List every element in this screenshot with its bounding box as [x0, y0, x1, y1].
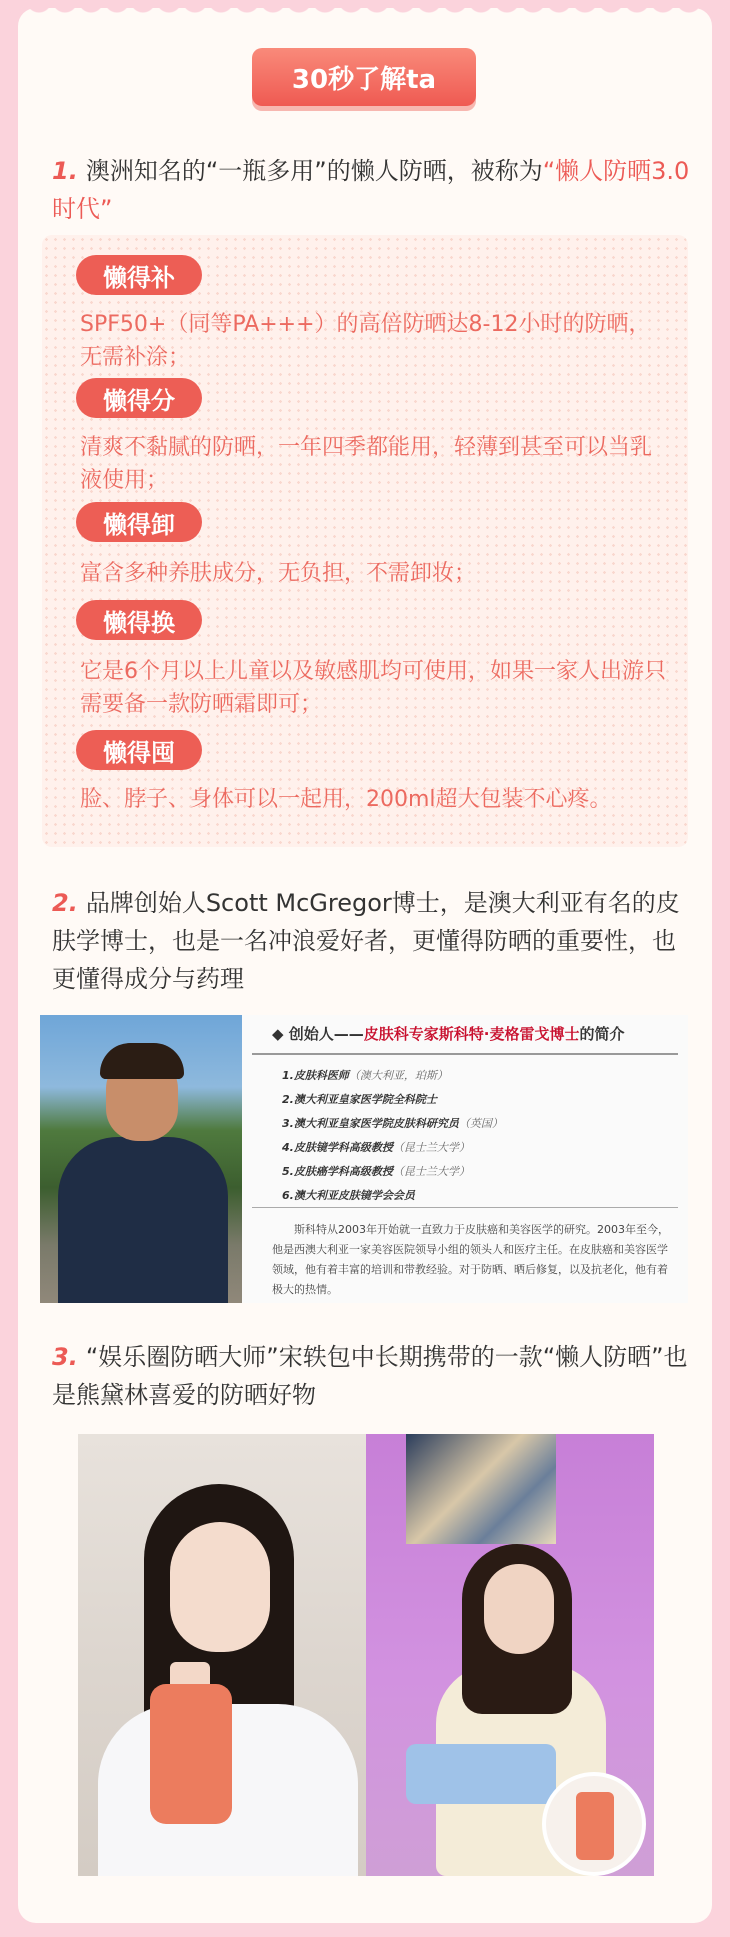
founder-image [40, 1015, 688, 1303]
divider [252, 1207, 678, 1208]
feature-desc: 富含多种养肤成分，无负担，不需卸妆； [80, 561, 477, 586]
face-shape [170, 1522, 270, 1652]
credential-main: 4.皮肤镜学科高级教授 [282, 1141, 393, 1154]
divider [252, 1053, 678, 1055]
section1-highlight: “懒人防晒3.0时代” [52, 157, 690, 223]
celebrity-image [78, 1434, 654, 1876]
credential-main: 1.皮肤科医师 [282, 1069, 349, 1082]
section2-number: 2. [52, 889, 78, 917]
section3-heading [52, 1338, 692, 1414]
face-shape [484, 1564, 554, 1654]
feature-label: 懒得换 [76, 600, 202, 640]
section2-heading [52, 884, 692, 998]
feature-label: 懒得补 [76, 255, 202, 295]
feature-desc: 清爽不黏腻的防晒，一年四季都能用，轻薄到甚至可以当乳液使用； [80, 435, 653, 493]
sunscreen-bottle [150, 1684, 232, 1824]
info-title-suffix: 的简介 [579, 1025, 625, 1043]
credential-sub: （英国） [458, 1117, 503, 1130]
painting-shape [406, 1434, 556, 1544]
founder-hair [100, 1043, 184, 1079]
section1-number: 1. [52, 157, 78, 185]
celebrity-photo-left [78, 1434, 366, 1876]
section3-text: “娱乐圈防晒大师”宋轶包中长期携带的一款“懒人防晒”也是熊黛林喜爱的防晒好物 [52, 1343, 688, 1409]
credential-item [282, 1091, 437, 1107]
credential-item [282, 1115, 503, 1131]
founder-body [58, 1137, 228, 1303]
section2-text: 品牌创始人Scott McGregor博士，是澳大利亚有名的皮肤学博士，也是一名冲浪爱好者，更懂得防晒的重要性，也更懂得成分与药理 [52, 889, 680, 993]
section1-heading [52, 152, 692, 228]
page-title: 30秒了解ta [252, 48, 476, 106]
founder-info-title [272, 1023, 624, 1044]
credential-sub: （昆士兰大学） [392, 1141, 470, 1154]
credential-main: 5.皮肤癌学科高级教授 [282, 1165, 393, 1178]
feature-label: 懒得卸 [76, 502, 202, 542]
credential-item [282, 1163, 470, 1179]
feature-label: 懒得囤 [76, 730, 202, 770]
feature-desc: 脸、脖子、身体可以一起用，200ml超大包装不心疼。 [80, 787, 612, 812]
feature-desc: 它是6个月以上儿童以及敏感肌均可使用，如果一家人出游只需要备一款防晒霜即可； [80, 659, 666, 717]
feature-desc: SPF50+（同等PA+++）的高倍防晒达8-12小时的防晒，无需补涂； [80, 312, 651, 370]
section1-text: 澳洲知名的“一瓶多用”的懒人防晒，被称为 [85, 157, 543, 185]
credential-item [282, 1067, 448, 1083]
info-title-prefix: ◆ 创始人—— [272, 1025, 364, 1043]
credential-sub: （澳大利亚，珀斯） [348, 1069, 448, 1082]
skirt-shape [406, 1744, 556, 1804]
credential-sub: （昆士兰大学） [392, 1165, 470, 1178]
credential-main: 6.澳大利亚皮肤镜学会会员 [282, 1189, 415, 1202]
founder-bio: 斯科特从2003年开始就一直致力于皮肤癌和美容医学的研究。2003年至今，他是西澳大利亚一家美容医院领导小组的领头人和医疗主任。在皮肤癌和美容医学领域，他有着丰富的培训和带教经验。对于防晒、晒后修复，以及抗老化，他有着极大的热情。 [272, 1223, 669, 1296]
credential-item [282, 1187, 415, 1203]
credential-main: 3.澳大利亚皇家医学院皮肤科研究员 [282, 1117, 459, 1130]
founder-info-panel [242, 1015, 688, 1303]
info-title-name: 皮肤科专家斯科特·麦格雷戈博士 [363, 1025, 580, 1043]
credential-item [282, 1139, 470, 1155]
founder-photo [40, 1015, 242, 1303]
section3-number: 3. [52, 1343, 78, 1371]
celebrity-photo-right [366, 1434, 654, 1876]
scalloped-edge [0, 0, 730, 26]
feature-label: 懒得分 [76, 378, 202, 418]
credential-main: 2.澳大利亚皇家医学院全科院士 [282, 1093, 437, 1106]
sunscreen-bottle [576, 1792, 614, 1860]
